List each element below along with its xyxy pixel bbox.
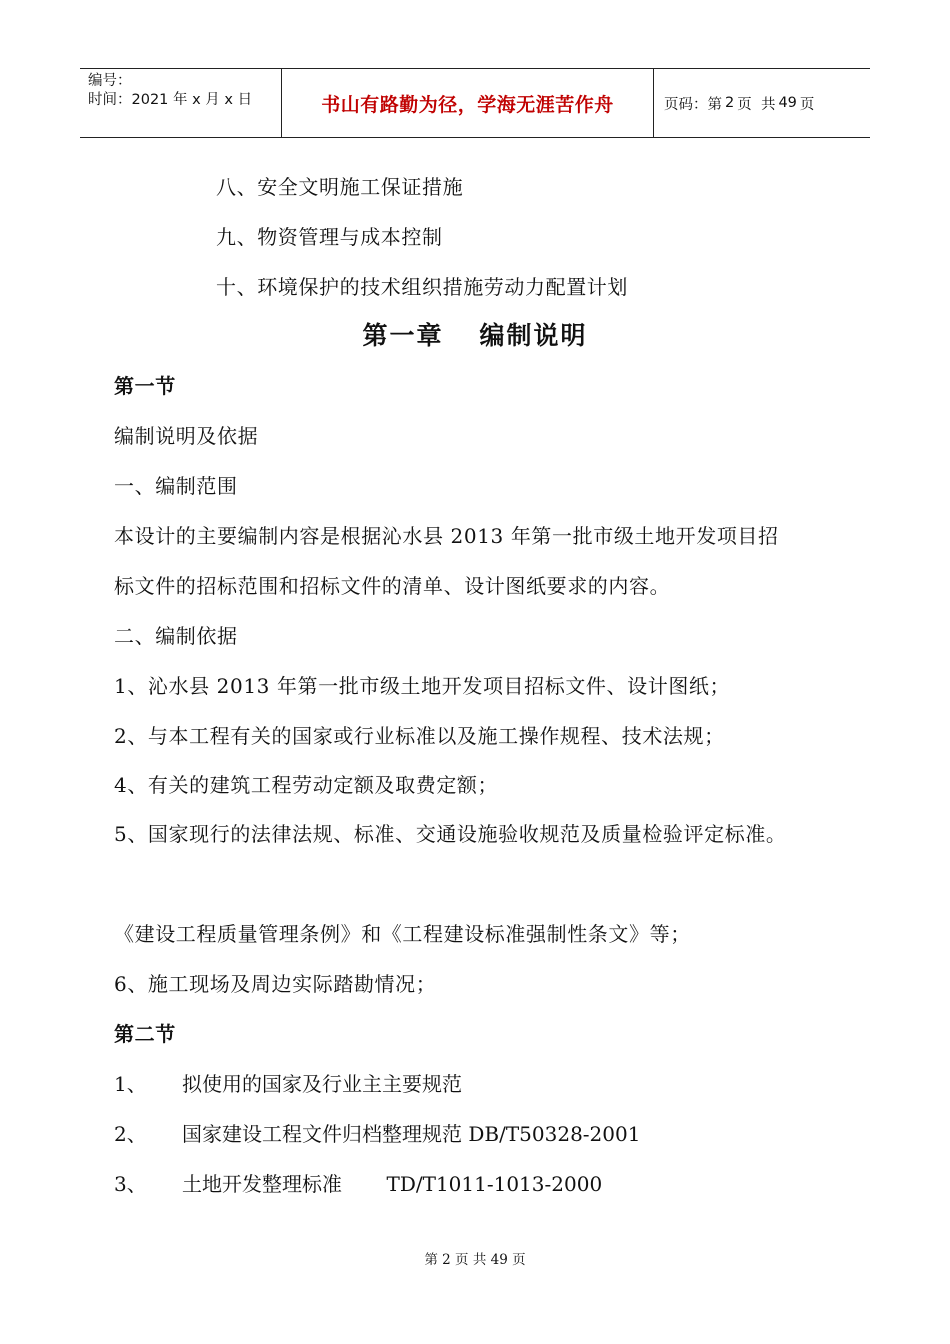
chapter-name: 编制说明	[479, 321, 588, 350]
list-item-text: 国家建设工程文件归档整理规范 DB/T50328-2001	[182, 1122, 641, 1146]
list-item-number: 3、	[114, 1172, 147, 1196]
list-item	[114, 1168, 602, 1197]
header-page-info	[654, 69, 870, 137]
list-item-text: 土地开发整理标准 TD/T1011-1013-2000	[182, 1172, 603, 1196]
list-item-number: 1、	[114, 1072, 147, 1096]
header-number: 编号：	[88, 73, 132, 89]
paragraph-line-2: 标文件的招标范围和招标文件的清单、设计图纸要求的内容。	[114, 574, 671, 598]
header-meta	[80, 69, 282, 137]
list-item	[114, 1068, 462, 1097]
page-footer: 第 2 页 共 49 页	[424, 1252, 526, 1268]
page-header	[80, 68, 870, 138]
toc-item-8: 八、安全文明施工保证措施	[216, 175, 464, 199]
header-slogan: 书山有路勤为径，学海无涯苦作舟	[282, 69, 654, 137]
chapter-number: 第一章	[362, 321, 444, 350]
toc-item-9: 九、物资管理与成本控制	[216, 225, 443, 249]
header-page-num: 2	[725, 95, 735, 111]
list-item-text: 拟使用的国家及行业主主要规范	[182, 1072, 462, 1096]
toc-item-10: 十、环境保护的技术组织措施劳动力配置计划	[216, 275, 628, 299]
basis-item-4: 4、有关的建筑工程劳动定额及取费定额；	[114, 773, 499, 797]
basis-item-2: 2、与本工程有关的国家或行业标准以及施工操作规程、技术法规；	[114, 724, 725, 748]
basis-item-6: 6、施工现场及周边实际踏勘情况；	[114, 972, 437, 996]
header-page-end: 页	[799, 96, 815, 113]
header-page-total: 49	[778, 95, 797, 111]
heading-scope: 一、编制范围	[114, 474, 238, 498]
chapter-title	[0, 316, 950, 352]
section-heading-2: 第二节	[114, 1022, 176, 1046]
header-time: 时间：2021 年 x 月 x 日	[88, 92, 253, 108]
section-heading-1: 第一节	[114, 374, 176, 398]
list-item-number: 2、	[114, 1122, 147, 1146]
heading-basis: 二、编制依据	[114, 624, 238, 648]
paragraph-line-1: 本设计的主要编制内容是根据沁水县 2013 年第一批市级土地开发项目招	[114, 524, 779, 548]
basis-item-5-continued: 《建设工程质量管理条例》和《工程建设标准强制性条文》等；	[114, 922, 691, 946]
basis-item-1: 1、沁水县 2013 年第一批市级土地开发项目招标文件、设计图纸；	[114, 674, 731, 698]
basis-item-5: 5、国家现行的法律法规、标准、交通设施验收规范及质量检验评定标准。	[114, 822, 787, 846]
header-page-mid: 页 共	[737, 96, 776, 113]
header-page-label: 页码：第	[664, 96, 722, 113]
list-item	[114, 1118, 640, 1147]
subheading: 编制说明及依据	[114, 424, 259, 448]
